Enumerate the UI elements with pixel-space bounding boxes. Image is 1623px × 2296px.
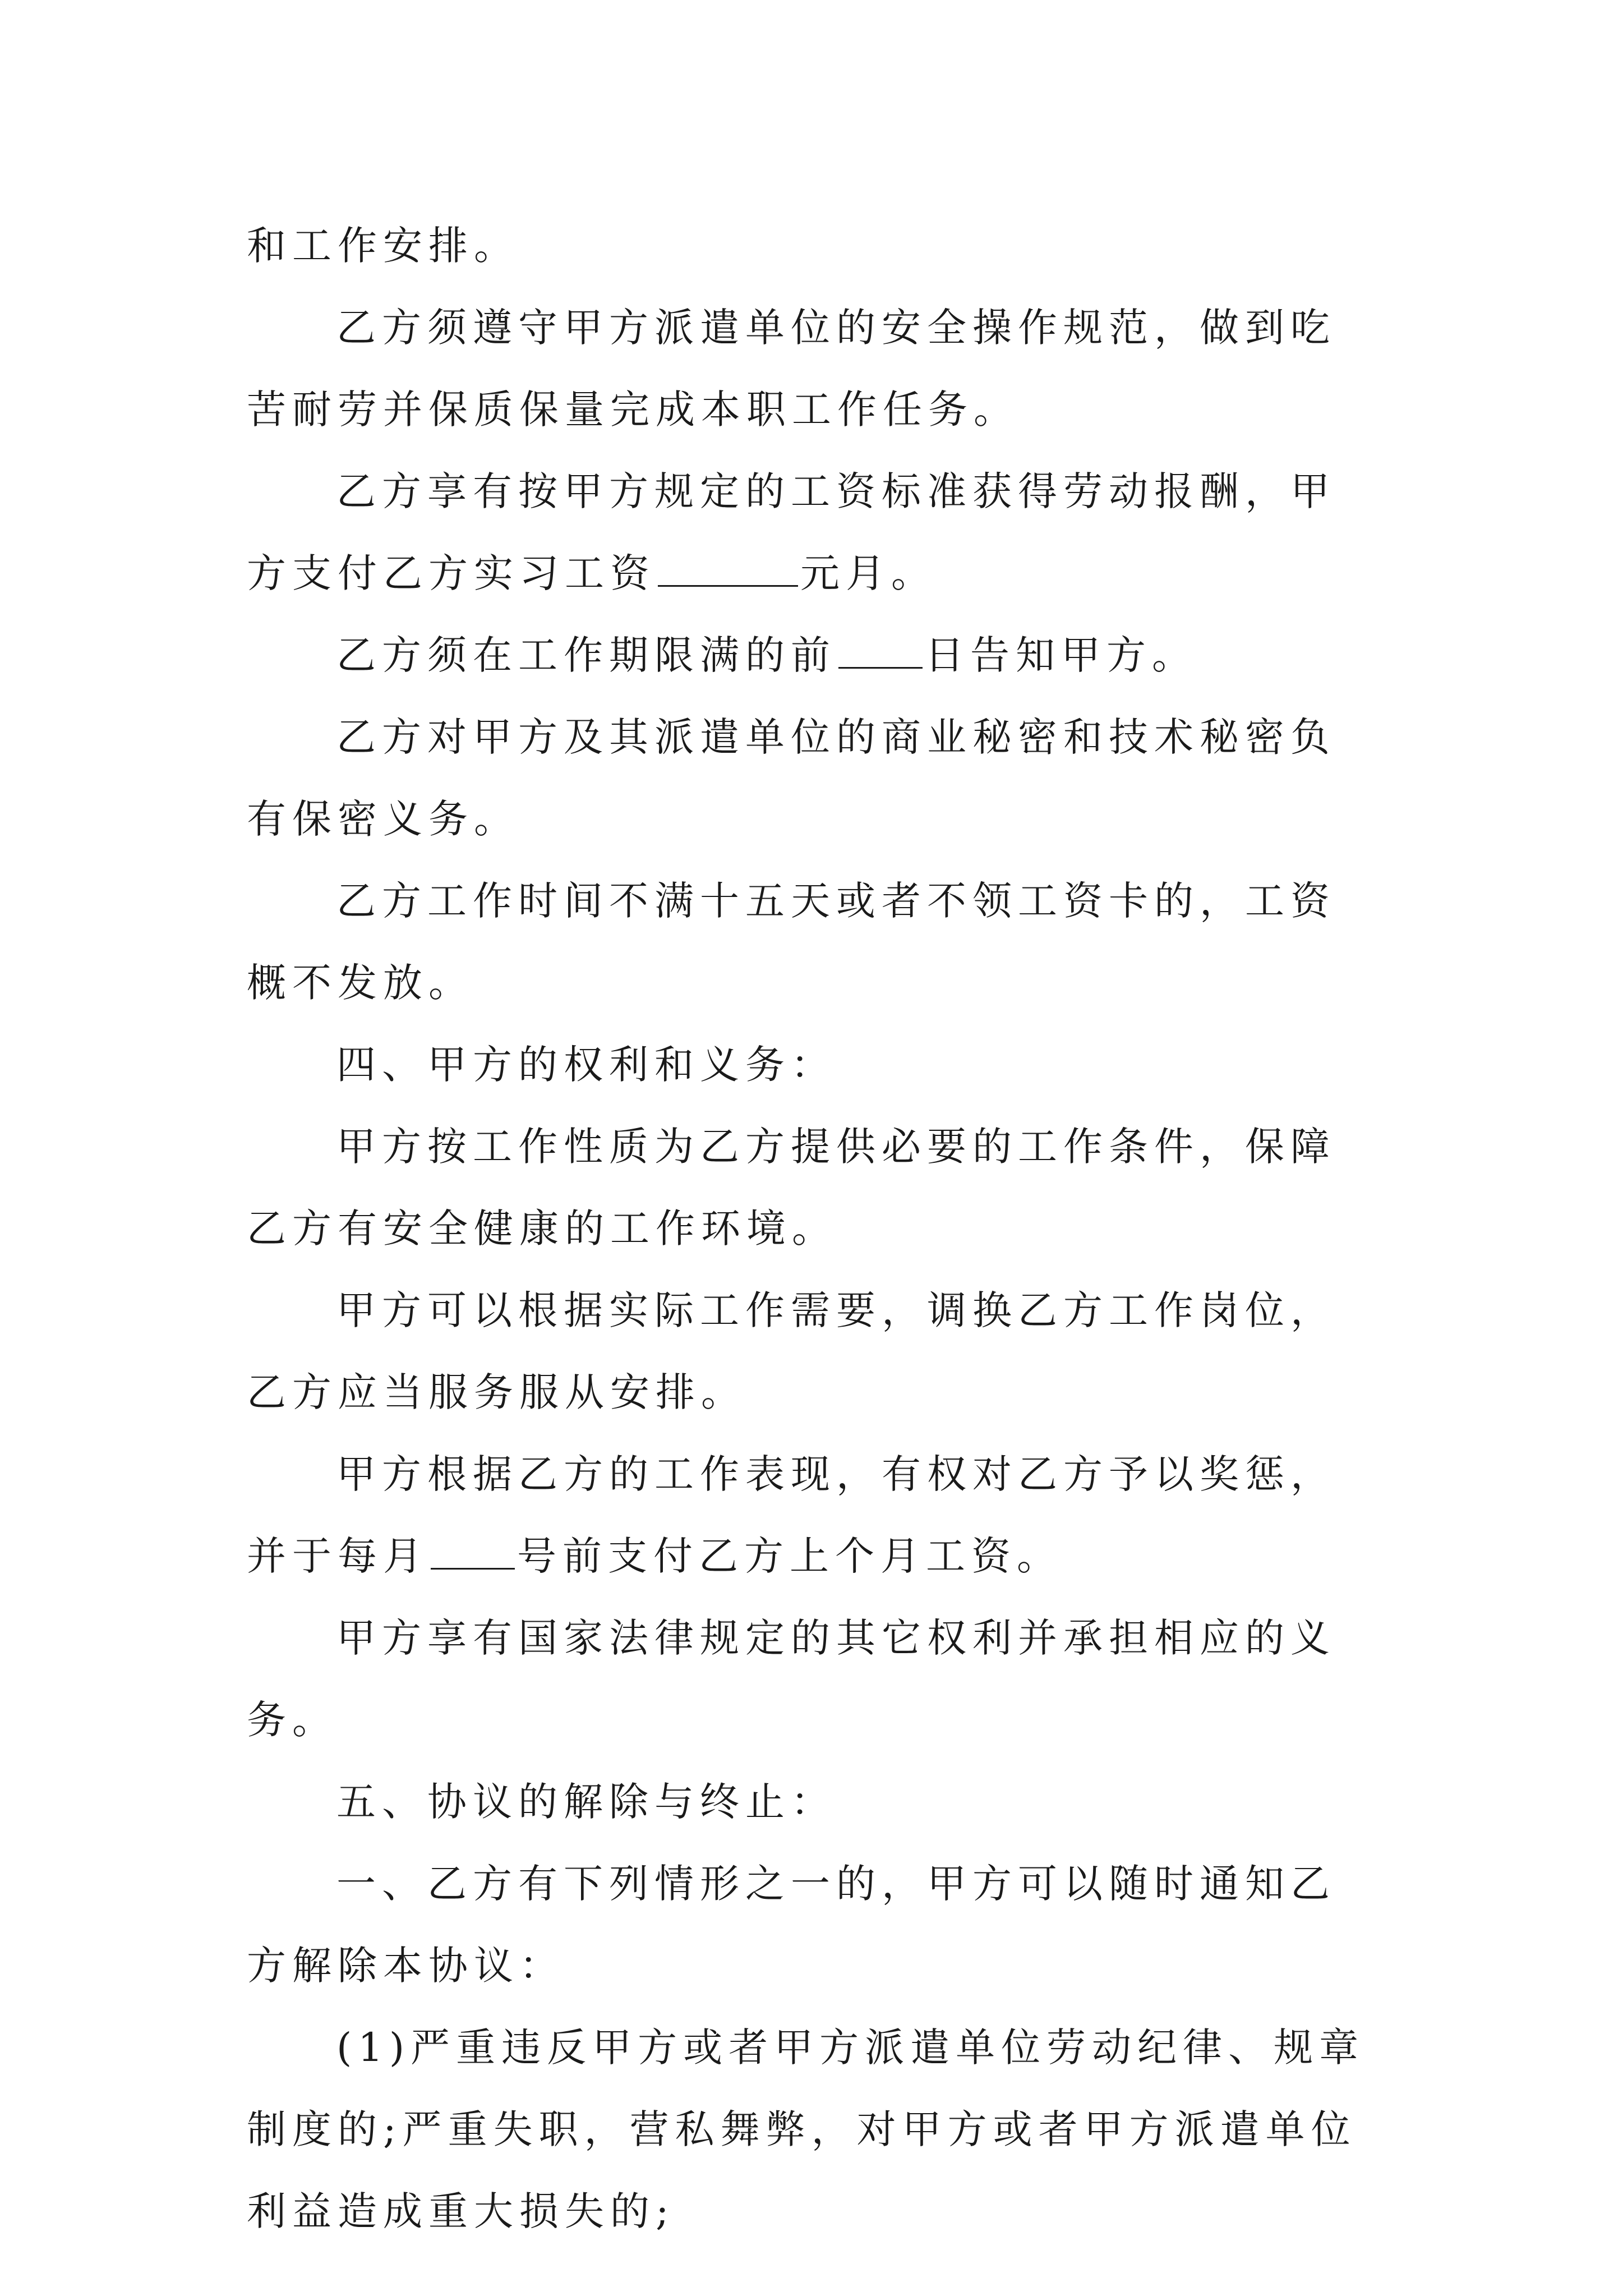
paragraph-text: 和工作安排。 xyxy=(247,223,519,269)
heading-text: 五、协议的解除与终止： xyxy=(336,1779,836,1825)
section-heading-5 xyxy=(247,1761,1380,1843)
paragraph-text: 一、乙方有下列情形之一的，甲方可以随时通知乙方解除本协议： xyxy=(247,1861,1336,1989)
paragraph-text: 甲方可以根据实际工作需要，调换乙方工作岗位，乙方应当服务服从安排。 xyxy=(247,1287,1336,1415)
paragraph-8 xyxy=(247,1106,1380,1269)
paragraph-4 xyxy=(247,614,1380,696)
paragraph-13 xyxy=(247,1843,1380,2007)
paragraph-text-after: 号前支付乙方上个月工资。 xyxy=(517,1533,1062,1579)
paragraph-text: 乙方对甲方及其派遣单位的商业秘密和技术秘密负有保密义务。 xyxy=(247,714,1336,842)
paragraph-text-before: 乙方享有按甲方规定的工资标准获得劳动报酬，甲方支付乙方实习工资 xyxy=(247,468,1336,596)
paragraph-6 xyxy=(247,860,1380,1024)
paragraph-text: 甲方享有国家法律规定的其它权利并承担相应的义务。 xyxy=(247,1615,1336,1743)
paragraph-3 xyxy=(247,450,1380,614)
paragraph-text-after: 日告知甲方。 xyxy=(925,632,1197,678)
paragraph-text: 乙方须遵守甲方派遣单位的安全操作规范，做到吃苦耐劳并保质保量完成本职工作任务。 xyxy=(247,305,1336,432)
heading-text: 四、甲方的权利和义务： xyxy=(336,1042,836,1088)
notice-days-blank xyxy=(838,632,923,669)
paragraph-text-before: 甲方根据乙方的工作表现，有权对乙方予以奖惩，并于每月 xyxy=(247,1451,1336,1579)
paragraph-text: 乙方工作时间不满十五天或者不领工资卡的，工资概不发放。 xyxy=(247,878,1336,1006)
paragraph-2 xyxy=(247,287,1380,450)
paragraph-text: (1)严重违反甲方或者甲方派遣单位劳动纪律、规章制度的;严重失职，营私舞弊，对甲方或者甲方派遣单位利益造成重大损失的; xyxy=(247,2024,1365,2234)
document-body xyxy=(247,205,1380,2252)
pay-day-blank xyxy=(431,1533,515,1570)
paragraph-9 xyxy=(247,1269,1380,1433)
paragraph-text-after: 元月。 xyxy=(800,550,937,596)
paragraph-14 xyxy=(247,2007,1380,2252)
paragraph-text-before: 乙方须在工作期限满的前 xyxy=(336,632,836,678)
salary-amount-blank xyxy=(658,550,798,587)
paragraph-10 xyxy=(247,1433,1380,1597)
paragraph-11 xyxy=(247,1597,1380,1761)
paragraph-5 xyxy=(247,696,1380,860)
section-heading-4 xyxy=(247,1024,1380,1106)
paragraph-1 xyxy=(247,205,1380,287)
paragraph-text: 甲方按工作性质为乙方提供必要的工作条件，保障乙方有安全健康的工作环境。 xyxy=(247,1124,1336,1251)
